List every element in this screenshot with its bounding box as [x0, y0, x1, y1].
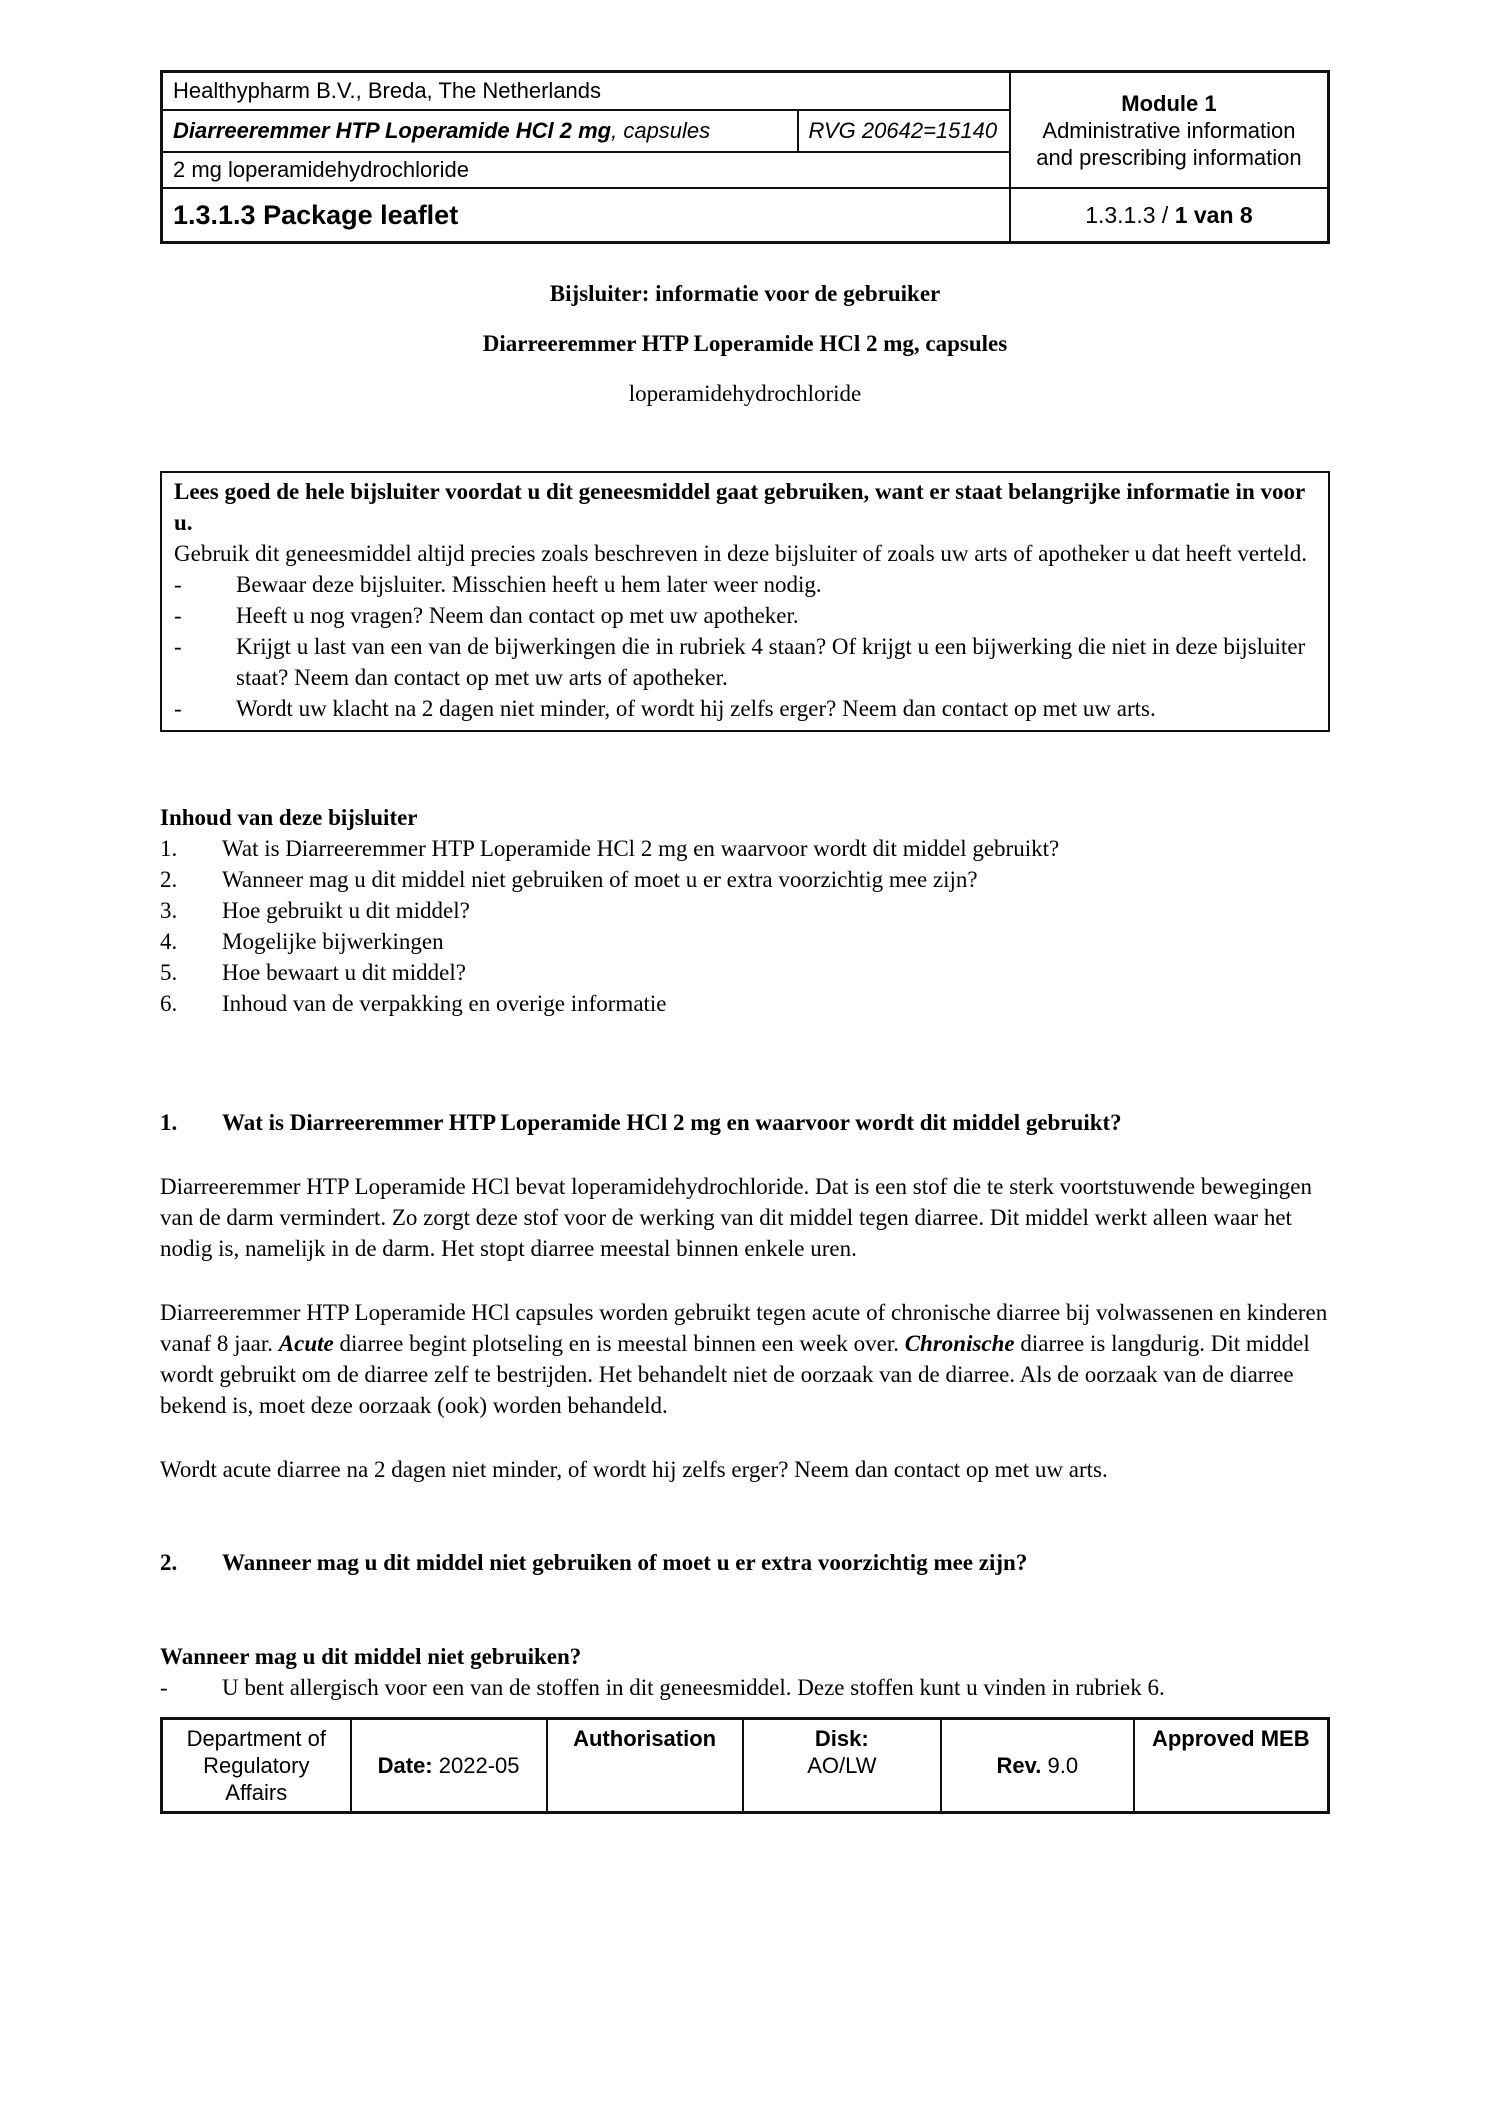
dash-marker: -	[160, 1675, 168, 1700]
company-name: Healthypharm B.V., Breda, The Netherlands	[162, 72, 1010, 111]
box-bold-intro: Lees goed de hele bijsluiter voordat u dit geneesmiddel gaat gebruiken, want er staat belangrijke informatie in voor u.	[174, 479, 1305, 535]
section-bar-label: 1.3.1.3 Package leaflet	[173, 199, 459, 230]
section-2-heading	[160, 1547, 1330, 1578]
list-item: - Wordt uw klacht na 2 dagen niet minder, of wordt hij zelfs erger? Neem dan contact op met uw arts.	[174, 693, 1316, 724]
section-number: 1.	[160, 1110, 178, 1135]
leaflet-title: Bijsluiter: informatie voor de gebruiker	[549, 281, 941, 306]
page-ref-prefix: 1.3.1.3 /	[1085, 201, 1175, 228]
rvg-number: RVG 20642=15140	[798, 110, 1010, 152]
section-2-subheading: Wanneer mag u dit middel niet gebruiken?	[160, 1644, 582, 1669]
section-title: Wat is Diarreeremmer HTP Loperamide HCl 2 mg en waarvoor wordt dit middel gebruikt?	[222, 1110, 1122, 1135]
page-reference	[1010, 188, 1329, 243]
footer-authorisation: Authorisation	[547, 1719, 743, 1813]
active-substance: loperamidehydrochloride	[628, 381, 862, 406]
emphasis-chronische: Chronische	[904, 1331, 1015, 1356]
list-item: - Krijgt u last van een van de bijwerkingen die in rubriek 4 staan? Of krijgt u een bijwerking die niet in deze bijsluiter staat? Neem dan contact op met uw arts of apotheker.	[174, 631, 1316, 693]
section-1-heading	[160, 1107, 1330, 1138]
footer-date: Date: 2022-05	[351, 1719, 547, 1813]
section-bar	[162, 188, 1010, 243]
product-form: , capsules	[611, 118, 711, 143]
product-name: Diarreeremmer HTP Loperamide HCl 2 mg	[173, 118, 612, 143]
module-subtitle-line2: and prescribing information	[1036, 144, 1302, 170]
dash-marker: -	[174, 634, 182, 659]
footer-department: Department of Regulatory Affairs	[162, 1719, 351, 1813]
leaflet-product-title: Diarreeremmer HTP Loperamide HCl 2 mg, capsules	[482, 331, 1008, 356]
contents-item: 6. Inhoud van de verpakking en overige informatie	[160, 991, 667, 1016]
list-item: - U bent allergisch voor een van de stoffen in dit geneesmiddel. Deze stoffen kunt u vinden in rubriek 6.	[160, 1672, 1330, 1703]
module-info-cell	[1010, 72, 1329, 189]
contents-item: 1. Wat is Diarreeremmer HTP Loperamide HCl 2 mg en waarvoor wordt dit middel gebruikt?	[160, 836, 1060, 861]
strength-cell: 2 mg loperamidehydrochloride	[162, 152, 1010, 188]
section-number: 2.	[160, 1550, 178, 1575]
read-carefully-box	[160, 471, 1330, 732]
section-1-paragraph-1: Diarreeremmer HTP Loperamide HCl bevat loperamidehydrochloride. Dat is een stof die te sterk voortstuwende bewegingen van de darm vermindert. Zo zorgt deze stof voor de werking van dit middel tegen diarree. Dit middel werkt alleen waar het nodig is, namelijk in de darm. Het stopt diarree meestal binnen enkele uren.	[160, 1174, 1312, 1261]
contents-item: 5. Hoe bewaart u dit middel?	[160, 960, 466, 985]
contents-item: 4. Mogelijke bijwerkingen	[160, 929, 444, 954]
list-item: - Bewaar deze bijsluiter. Misschien heeft u hem later weer nodig.	[174, 569, 1316, 600]
contents-title: Inhoud van deze bijsluiter	[160, 805, 418, 830]
product-name-cell	[162, 110, 798, 152]
document-footer-table	[160, 1717, 1330, 1814]
module-title: Module 1	[1121, 90, 1217, 116]
section-1-paragraph-2: Diarreeremmer HTP Loperamide HCl capsules worden gebruikt tegen acute of chronische diarree bij volwassenen en kinderen vanaf 8 jaar. Acute diarree begint plotseling en is meestal binnen een week over. Chronische diarree is langdurig. Dit middel wordt gebruikt om de diarree zelf te bestrijden. Het behandelt niet de oorzaak van de diarree. Als de oorzaak van de diarree bekend is, moet deze oorzaak (ook) worden behandeld.	[160, 1300, 1328, 1418]
emphasis-acute: Acute	[278, 1331, 334, 1356]
section-title: Wanneer mag u dit middel niet gebruiken of moet u er extra voorzichtig mee zijn?	[222, 1550, 1028, 1575]
page-number: 1 van 8	[1174, 201, 1253, 228]
dash-marker: -	[174, 603, 182, 628]
dash-marker: -	[174, 572, 182, 597]
footer-disk: Disk: AO/LW	[743, 1719, 941, 1813]
table-of-contents	[160, 802, 1330, 1019]
module-subtitle-line1: Administrative information	[1042, 117, 1296, 143]
dash-marker: -	[174, 696, 182, 721]
section-1-paragraph-3: Wordt acute diarree na 2 dagen niet minder, of wordt hij zelfs erger? Neem dan contact op met uw arts.	[160, 1457, 1108, 1482]
document-header-table	[160, 70, 1330, 244]
box-intro: Gebruik dit geneesmiddel altijd precies zoals beschreven in deze bijsluiter of zoals uw arts of apotheker u dat heeft verteld.	[174, 541, 1307, 566]
footer-approved: Approved MEB	[1134, 1719, 1329, 1813]
list-item: - Heeft u nog vragen? Neem dan contact op met uw apotheker.	[174, 600, 1316, 631]
contents-item: 2. Wanneer mag u dit middel niet gebruiken of moet u er extra voorzichtig mee zijn?	[160, 867, 978, 892]
contents-item: 3. Hoe gebruikt u dit middel?	[160, 898, 470, 923]
footer-revision: Rev. 9.0	[941, 1719, 1134, 1813]
